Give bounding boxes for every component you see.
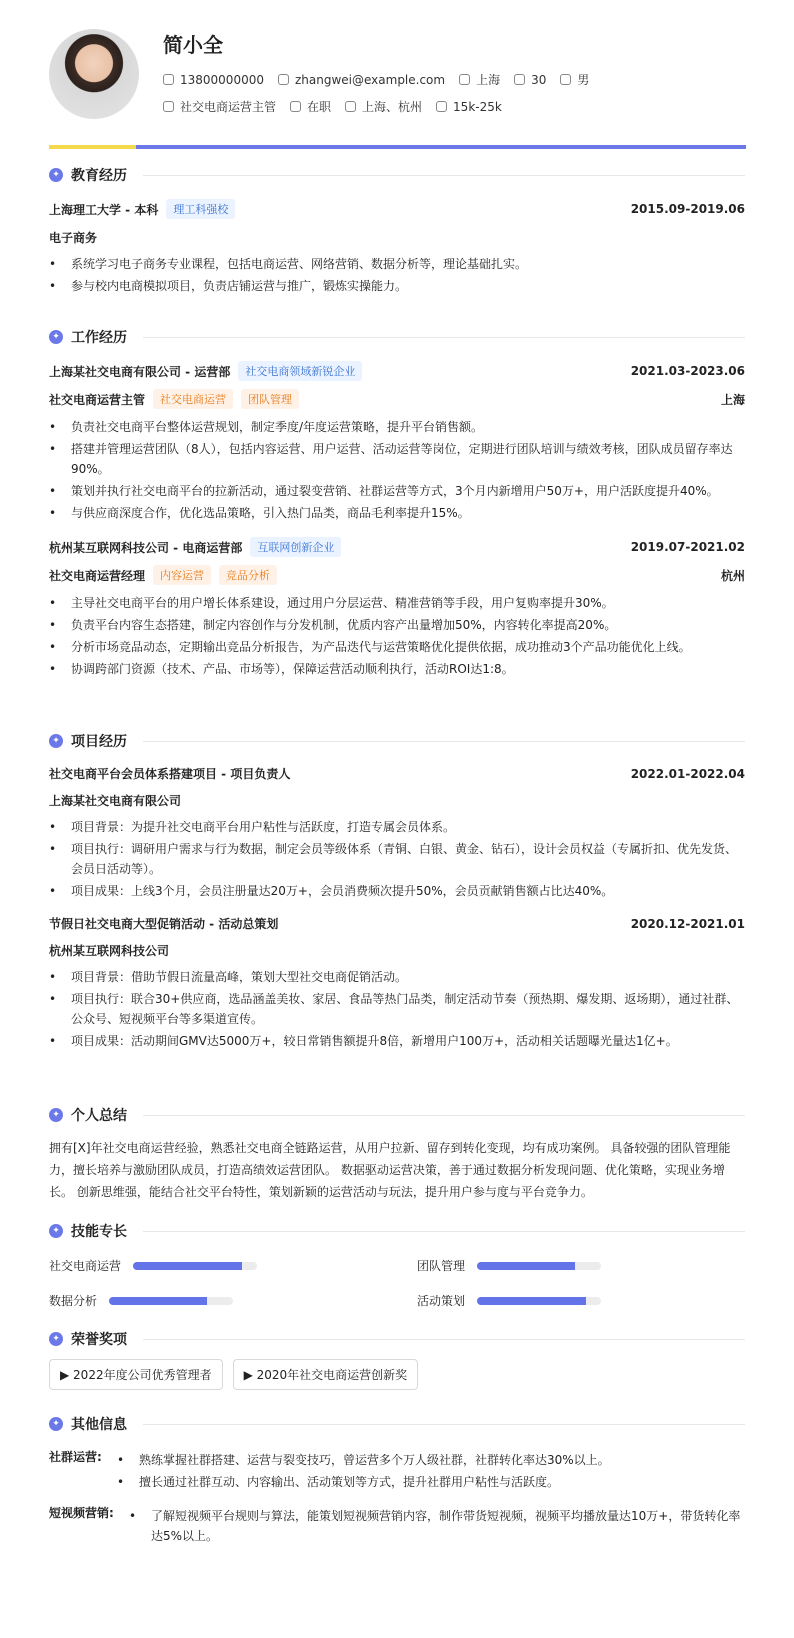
other-label: 短视频营销: — [49, 1506, 114, 1520]
home-icon — [459, 74, 470, 85]
project-company: 杭州某互联网科技公司 — [49, 944, 170, 958]
candidate-name: 简小全 — [163, 33, 223, 57]
section-divider — [143, 1339, 745, 1340]
education-section — [49, 165, 745, 296]
skill-item — [49, 1292, 377, 1309]
role-tag: 竞品分析 — [219, 565, 277, 585]
award-item: ▶ 2020年社交电商运营创新奖 — [233, 1359, 419, 1390]
list-item: • 协调跨部门资源（技术、产品、市场等），保障运营活动顺利执行，活动ROI达1:8。 — [49, 659, 745, 679]
summary-text: 拥有[X]年社交电商运营经验，熟悉社交电商全链路运营，从用户拉新、留存到转化变现，均有成功案例。 具备较强的团队管理能力，擅长培养与激励团队成员，打造高绩效运营团队。 数据驱动运营决策，善于通过数据分析发现问题、优化策略，实现业务增长。 创新思维强，能结合社交平台特性，策划新颖的运营活动与玩法，提升用户参与度与平台竞争力。 — [49, 1141, 731, 1199]
work-section — [49, 327, 745, 679]
award-text: 2020年社交电商运营创新奖 — [256, 1368, 408, 1382]
header — [49, 29, 745, 149]
company-tag: 互联网创新企业 — [250, 537, 341, 557]
project-icon: ✦ — [49, 734, 63, 748]
section-divider — [143, 741, 745, 742]
role-name: 社交电商运营主管 — [49, 392, 146, 407]
major: 电子商务 — [49, 231, 98, 245]
company-name: 上海某社交电商有限公司 - 运营部 — [49, 364, 231, 379]
gender-icon — [560, 74, 571, 85]
list-item: • 熟练掌握社群搭建、运营与裂变技巧，曾运营多个万人级社群，社群转化率达30%以上。 — [117, 1450, 745, 1470]
company-tag: 社交电商领域新锐企业 — [238, 361, 362, 381]
list-item: • 与供应商深度合作，优化选品策略，引入热门品类，商品毛利率提升15%。 — [49, 503, 745, 523]
education-icon: ✦ — [49, 168, 63, 182]
user-icon: ✦ — [49, 1108, 63, 1122]
skill-fill — [477, 1262, 575, 1270]
section-title: 个人总结 — [71, 1108, 127, 1124]
job-line — [163, 98, 502, 115]
section-divider — [143, 1231, 745, 1232]
list-item: • 搭建并管理运营团队（8人），包括内容运营、用户运营、活动运营等岗位，定期进行团队培训与绩效考核，团队成员留存率达90%。 — [49, 439, 745, 479]
role-tag: 内容运营 — [153, 565, 211, 585]
role-name: 社交电商运营经理 — [49, 568, 146, 583]
list-item: • 项目背景：借助节假日流量高峰，策划大型社交电商促销活动。 — [49, 967, 745, 987]
building-icon — [345, 101, 356, 112]
section-divider — [143, 1115, 745, 1116]
work-date: 2021.03-2023.06 — [630, 364, 745, 378]
award-item: ▶ 2022年度公司优秀管理者 — [49, 1359, 223, 1390]
education-date: 2015.09-2019.06 — [630, 202, 745, 216]
section-title: 荣誉奖项 — [71, 1332, 127, 1348]
skills-section — [49, 1221, 745, 1309]
skill-name: 活动策划 — [417, 1294, 466, 1308]
section-divider — [143, 1424, 745, 1425]
award-text: 2022年度公司优秀管理者 — [73, 1368, 212, 1382]
project-section — [49, 731, 745, 1051]
project-date: 2020.12-2021.01 — [630, 916, 745, 931]
status-icon — [290, 101, 301, 112]
age-text: 30 — [531, 72, 547, 87]
send-icon — [163, 101, 174, 112]
email-text: zhangwei@example.com — [294, 72, 446, 87]
skill-item — [49, 1257, 377, 1274]
list-item: • 项目成果：活动期间GMV达5000万+，较日常销售额提升8倍，新增用户100万+，活动相关话题曝光量达1亿+。 — [49, 1031, 745, 1051]
list-item: • 项目执行：调研用户需求与行为数据，制定会员等级体系（青铜、白银、黄金、钻石），设计会员权益（专属折扣、优先发货、会员日活动等）。 — [49, 839, 745, 879]
mail-icon — [278, 74, 289, 85]
skill-name: 团队管理 — [417, 1259, 466, 1273]
list-item: • 负责平台内容生态搭建，制定内容创作与分发机制，优质内容产出量增加50%，内容转化率提高20%。 — [49, 615, 745, 635]
award-icon: ✦ — [49, 1332, 63, 1346]
skill-item — [417, 1257, 745, 1274]
phone-icon — [163, 74, 174, 85]
list-item: • 参与校内电商模拟项目，负责店铺运营与推广，锻炼实操能力。 — [49, 276, 745, 296]
avatar — [49, 29, 139, 119]
skill-bar — [477, 1262, 601, 1270]
list-item: • 了解短视频平台规则与算法，能策划短视频营销内容，制作带货短视频，视频平均播放量达10万+，带货转化率达5%以上。 — [129, 1506, 745, 1546]
title-text: 社交电商运营主管 — [180, 100, 277, 114]
skill-bar — [133, 1262, 257, 1270]
project-title: 节假日社交电商大型促销活动 - 活动总策划 — [49, 917, 279, 931]
other-section — [49, 1414, 745, 1546]
list-item: • 项目背景：为提升社交电商平台用户粘性与活跃度，打造专属会员体系。 — [49, 817, 745, 837]
skill-icon: ✦ — [49, 1224, 63, 1238]
section-title: 教育经历 — [71, 168, 127, 184]
project-date: 2022.01-2022.04 — [630, 766, 745, 781]
work-city: 杭州 — [720, 568, 745, 583]
list-item: • 主导社交电商平台的用户增长体系建设，通过用户分层运营、精准营销等手段，用户复购率提升30%。 — [49, 593, 745, 613]
other-label: 社群运营: — [49, 1450, 102, 1464]
list-item: • 擅长通过社群互动、内容输出、活动策划等方式，提升社群用户粘性与活跃度。 — [117, 1472, 745, 1492]
status-text: 在职 — [307, 100, 332, 114]
project-title: 社交电商平台会员体系搭建项目 - 项目负责人 — [49, 767, 291, 781]
phone-text: 13800000000 — [180, 72, 264, 87]
company-name: 杭州某互联网科技公司 - 电商运营部 — [49, 540, 243, 555]
school-name: 上海理工大学 - 本科 — [49, 202, 159, 217]
section-title: 工作经历 — [71, 330, 127, 346]
contact-line — [163, 71, 589, 88]
work-city: 上海 — [720, 392, 745, 407]
salary-icon — [436, 101, 447, 112]
work-icon: ✦ — [49, 330, 63, 344]
list-item: • 项目执行：联合30+供应商，选品涵盖美妆、家居、食品等热门品类，制定活动节奏（预热期、爆发期、返场期），通过社群、公众号、短视频平台等多渠道宣传。 — [49, 989, 745, 1029]
section-title: 项目经历 — [71, 734, 127, 750]
role-tag: 社交电商运营 — [153, 389, 233, 409]
summary-section — [49, 1105, 745, 1203]
section-title: 技能专长 — [71, 1224, 127, 1240]
info-icon: ✦ — [49, 1417, 63, 1431]
section-divider — [143, 337, 745, 338]
list-item: • 负责社交电商平台整体运营规划，制定季度/年度运营策略，提升平台销售额。 — [49, 417, 745, 437]
location-text: 上海 — [476, 73, 501, 87]
header-divider-accent — [49, 145, 136, 149]
skill-fill — [477, 1297, 586, 1305]
section-title: 其他信息 — [71, 1417, 127, 1433]
header-divider — [136, 145, 746, 149]
awards-section — [49, 1329, 745, 1390]
skill-name: 数据分析 — [49, 1294, 98, 1308]
skill-name: 社交电商运营 — [49, 1259, 122, 1273]
skill-fill — [133, 1262, 242, 1270]
salary-text: 15k-25k — [453, 99, 502, 114]
skill-fill — [109, 1297, 207, 1305]
city-text: 上海、杭州 — [362, 100, 423, 114]
role-tag: 团队管理 — [241, 389, 299, 409]
list-item: • 分析市场竞品动态，定期输出竞品分析报告，为产品迭代与运营策略优化提供依据，成功推动3个产品功能优化上线。 — [49, 637, 745, 657]
gender-text: 男 — [577, 73, 590, 87]
skill-item — [417, 1292, 745, 1309]
list-item: • 项目成果：上线3个月，会员注册量达20万+，会员消费频次提升50%，会员贡献销售额占比达40%。 — [49, 881, 745, 901]
section-divider — [143, 175, 745, 176]
list-item: • 策划并执行社交电商平台的拉新活动，通过裂变营销、社群运营等方式，3个月内新增用户50万+，用户活跃度提升40%。 — [49, 481, 745, 501]
project-company: 上海某社交电商有限公司 — [49, 794, 182, 808]
skill-bar — [477, 1297, 601, 1305]
work-date: 2019.07-2021.02 — [630, 540, 745, 554]
age-icon — [514, 74, 525, 85]
school-tag: 理工科强校 — [166, 199, 235, 219]
skills-grid — [49, 1257, 745, 1309]
list-item: • 系统学习电子商务专业课程，包括电商运营、网络营销、数据分析等，理论基础扎实。 — [49, 254, 745, 274]
skill-bar — [109, 1297, 233, 1305]
